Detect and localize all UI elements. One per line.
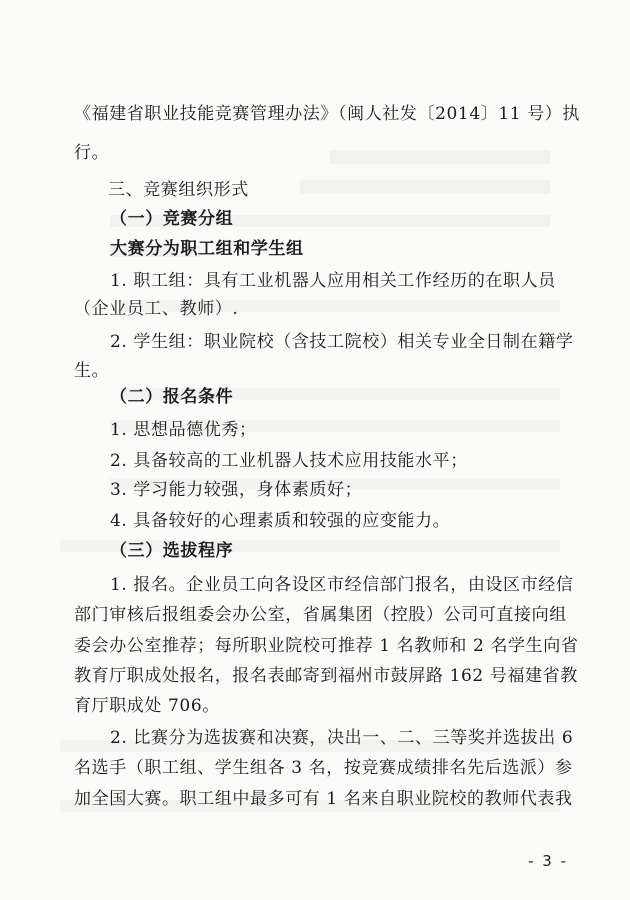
text-line: 2. 具备较高的工业机器人技术应用技能水平； (110, 451, 468, 471)
subsection-heading: （一）竞赛分组 (110, 209, 234, 229)
text-line: 名选手（职工组、学生组各 3 名，按竞赛成绩排名先后选派）参 (74, 758, 573, 778)
text-line: 委会办公室推荐；每所职业院校可推荐 1 名教师和 2 名学生向省 (74, 636, 579, 656)
bleed-through-texture (300, 180, 550, 194)
text-line: 《福建省职业技能竞赛管理办法》（闽人社发〔2014〕11 号）执 (74, 104, 580, 124)
text-line: 加全国大赛。职工组中最多可有 1 名来自职业院校的教师代表我 (74, 789, 573, 809)
text-line: 教育厅职成处报名，报名表邮寄到福州市鼓屏路 162 号福建省教 (74, 666, 578, 686)
text-line: 2. 学生组：职业院校（含技工院校）相关专业全日制在籍学 (110, 332, 574, 352)
text-line: （企业员工、教师）. (74, 299, 239, 319)
text-line: 4. 具备较好的心理素质和较强的应变能力。 (110, 511, 451, 531)
text-line: 部门审核后报组委会办公室，省属集团（控股）公司可直接向组 (74, 605, 567, 625)
subsection-heading: （二）报名条件 (110, 387, 234, 407)
text-line: 1. 职工组：具有工业机器人应用相关工作经历的在职人员 (110, 271, 556, 291)
text-line: 大赛分为职工组和学生组 (110, 239, 304, 259)
bleed-through-texture (330, 150, 550, 164)
text-line: 生。 (74, 361, 110, 381)
page-number: - 3 - (528, 852, 568, 870)
text-line: 1. 报名。企业员工向各设区市经信部门报名，由设区市经信 (110, 575, 574, 595)
section-heading: 三、竞赛组织形式 (108, 180, 249, 200)
subsection-heading: （三）选拔程序 (110, 541, 234, 561)
text-line: 1. 思想品德优秀； (110, 420, 257, 440)
text-line: 2. 比赛分为选拔赛和决赛，决出一、二、三等奖并选拔出 6 (110, 728, 574, 748)
text-line: 行。 (74, 143, 110, 163)
text-line: 育厅职成处 706。 (74, 696, 220, 716)
text-line: 3. 学习能力较强，身体素质好； (110, 480, 363, 500)
